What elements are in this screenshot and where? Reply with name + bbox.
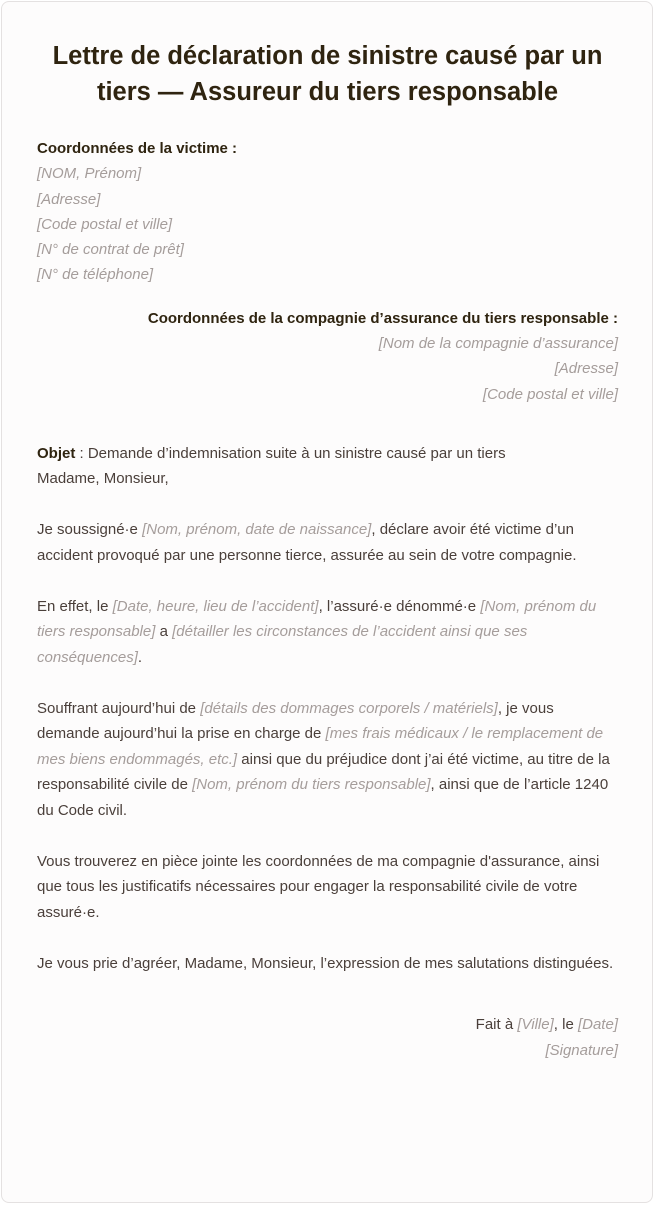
paragraph-text: Souffrant aujourd’hui de xyxy=(37,699,201,717)
paragraph-attachments: Vous trouverez en pièce jointe les coordonnées de ma compagnie d'assurance, ainsi que tous les justificatifs nécessaires pour engager la responsabilité civile de votre assuré·e. xyxy=(37,852,600,921)
placeholder-third-party: [Nom, prénom du tiers responsable] xyxy=(37,597,597,641)
paragraph-text: a xyxy=(155,623,173,641)
paragraph-text: , ainsi que de l’article 1240 du Code civil. xyxy=(37,776,609,819)
paragraph-text: , l’assuré·e dénommé·e xyxy=(318,597,481,615)
object-text: : Demande d’indemnisation suite à un sinistre causé par un tiers xyxy=(75,444,506,462)
insurer-name-placeholder: [Nom de la compagnie d’assurance] xyxy=(378,335,618,353)
placeholder-costs: [mes frais médicaux / le remplacement de mes biens endommagés, etc.] xyxy=(37,725,604,768)
place-date-line xyxy=(37,1012,618,1037)
victim-details xyxy=(37,136,618,288)
insurer-postcode-placeholder: [Code postal et ville] xyxy=(482,385,618,403)
paragraph-damages xyxy=(37,696,618,824)
placeholder-damages: [détails des dommages corporels / matériels] xyxy=(200,699,498,717)
insurer-heading: Coordonnées de la compagnie d’assurance du tiers responsable : xyxy=(147,309,618,327)
salutation: Madame, Monsieur, xyxy=(37,470,169,488)
letter-template-card xyxy=(1,1,653,1203)
paragraph-closing-formula: Je vous prie d’agréer, Madame, Monsieur, l’expression de mes salutations distinguées. xyxy=(37,954,614,972)
victim-name-placeholder: [NOM, Prénom] xyxy=(37,165,142,183)
placeholder-circumstances: [détailler les circonstances de l’accident ainsi que ses conséquences] xyxy=(37,623,528,666)
paragraph-text: Je soussigné·e xyxy=(37,521,143,539)
paragraph-text: , déclare avoir été victime d’un accident provoqué par une personne tierce, assurée au sein de votre compagnie. xyxy=(37,521,577,564)
placeholder-date: [Date] xyxy=(577,1016,618,1034)
placeholder-accident-date: [Date, heure, lieu de l’accident] xyxy=(112,597,319,615)
placeholder-third-party: [Nom, prénom du tiers responsable] xyxy=(192,776,431,794)
insurer-address-placeholder: [Adresse] xyxy=(554,360,618,378)
placeholder-city: [Ville] xyxy=(517,1016,554,1034)
paragraph-text: . xyxy=(137,648,143,666)
victim-contract-placeholder: [N° de contrat de prêt] xyxy=(37,241,184,259)
letter-object xyxy=(37,441,618,466)
victim-phone-placeholder: [N° de téléphone] xyxy=(37,266,154,284)
signature-block xyxy=(37,1012,618,1063)
victim-heading: Coordonnées de la victime : xyxy=(37,140,238,157)
placeholder-identity: [Nom, prénom, date de naissance] xyxy=(142,521,372,539)
paragraph-text: ainsi que du préjudice dont j’ai été victime, au titre de la responsabilité civile de xyxy=(37,750,610,794)
letter-title: Lettre de déclaration de sinistre causé par un tiers — Assureur du tiers responsable xyxy=(52,42,603,106)
victim-address-placeholder: [Adresse] xyxy=(37,190,101,208)
object-label: Objet xyxy=(37,444,76,462)
paragraph-text: En effet, le xyxy=(37,597,113,615)
closing-text: , le xyxy=(553,1016,578,1034)
closing-text: Fait à xyxy=(475,1016,518,1034)
paragraph-text: , je vous demande aujourd’hui la prise en charge de xyxy=(37,699,554,743)
placeholder-signature: [Signature] xyxy=(545,1041,618,1059)
paragraph-declaration xyxy=(37,517,618,568)
paragraph-circumstances xyxy=(37,594,618,671)
insurer-details xyxy=(37,306,618,407)
victim-postcode-placeholder: [Code postal et ville] xyxy=(37,215,173,233)
